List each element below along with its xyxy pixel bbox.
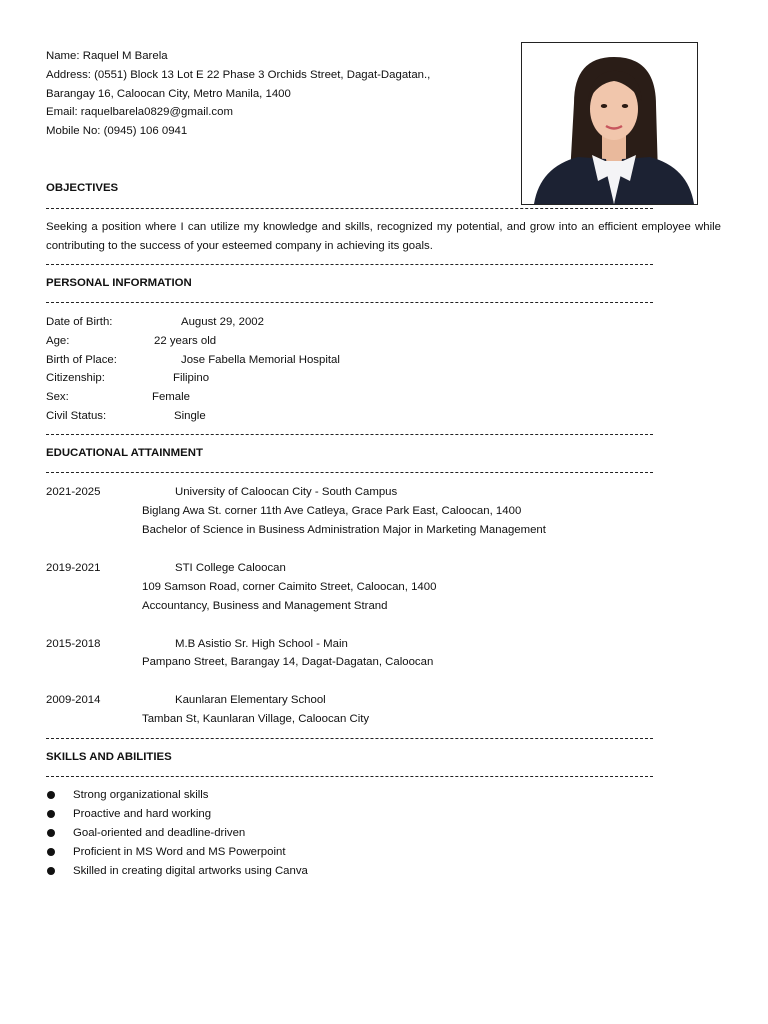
objectives-text: Seeking a position where I can utilize my knowledge and skills, recognized my potential, and grow into an efficient employee while contributing to the success of your esteemed company in achieving its goals. <box>46 221 721 252</box>
section-divider <box>46 302 653 303</box>
skill-item: Skilled in creating digital artworks using Canva <box>73 865 308 877</box>
education-years: 2015-2018 <box>46 638 101 650</box>
education-program: Bachelor of Science in Business Administration Major in Marketing Management <box>142 524 546 536</box>
civil-status-value: Single <box>174 410 206 422</box>
bullet-icon <box>47 867 55 875</box>
personal-heading: PERSONAL INFORMATION <box>46 277 192 289</box>
skill-item: Proficient in MS Word and MS Powerpoint <box>73 846 286 858</box>
education-school: University of Caloocan City - South Campus <box>175 486 398 498</box>
education-years: 2019-2021 <box>46 562 101 574</box>
contact-name: Name: Raquel M Barela <box>46 50 168 62</box>
section-divider <box>46 738 653 739</box>
birthplace-label: Birth of Place: <box>46 354 117 366</box>
bullet-icon <box>47 810 55 818</box>
portrait-image <box>522 43 697 204</box>
skills-heading: SKILLS AND ABILITIES <box>46 751 172 763</box>
skill-item: Proactive and hard working <box>73 808 212 820</box>
education-years: 2021-2025 <box>46 486 101 498</box>
education-school: Kaunlaran Elementary School <box>175 694 326 706</box>
bullet-icon <box>47 848 55 856</box>
bullet-icon <box>47 829 55 837</box>
education-program: Accountancy, Business and Management Strand <box>142 600 388 612</box>
education-address: 109 Samson Road, corner Caimito Street, Caloocan, 1400 <box>142 581 437 593</box>
section-divider <box>46 472 653 473</box>
section-divider <box>46 776 653 777</box>
sex-label: Sex: <box>46 391 69 403</box>
education-address: Biglang Awa St. corner 11th Ave Catleya, Grace Park East, Caloocan, 1400 <box>142 505 522 517</box>
education-address: Pampano Street, Barangay 14, Dagat-Dagatan, Caloocan <box>142 656 434 668</box>
bullet-icon <box>47 791 55 799</box>
skill-item: Strong organizational skills <box>73 789 209 801</box>
profile-photo <box>521 42 698 205</box>
age-value: 22 years old <box>154 335 217 347</box>
birthplace-value: Jose Fabella Memorial Hospital <box>181 354 340 366</box>
section-divider <box>46 208 653 209</box>
contact-address-line2: Barangay 16, Caloocan City, Metro Manila, 1400 <box>46 88 291 100</box>
sex-value: Female <box>152 391 190 403</box>
section-divider <box>46 434 653 435</box>
education-years: 2009-2014 <box>46 694 101 706</box>
education-school: M.B Asistio Sr. High School - Main <box>175 638 348 650</box>
education-school: STI College Caloocan <box>175 562 286 574</box>
section-divider <box>46 264 653 265</box>
education-address: Tamban St, Kaunlaran Village, Caloocan City <box>142 713 370 725</box>
citizenship-label: Citizenship: <box>46 372 105 384</box>
contact-address-line1: Address: (0551) Block 13 Lot E 22 Phase 3 Orchids Street, Dagat-Dagatan., <box>46 69 431 81</box>
dob-label: Date of Birth: <box>46 316 113 328</box>
contact-email: Email: raquelbarela0829@gmail.com <box>46 106 233 118</box>
citizenship-value: Filipino <box>173 372 210 384</box>
objectives-heading: OBJECTIVES <box>46 182 119 194</box>
skill-item: Goal-oriented and deadline-driven <box>73 827 246 839</box>
age-label: Age: <box>46 335 70 347</box>
education-heading: EDUCATIONAL ATTAINMENT <box>46 447 203 459</box>
contact-mobile: Mobile No: (0945) 106 0941 <box>46 125 188 137</box>
dob-value: August 29, 2002 <box>181 316 264 328</box>
civil-status-label: Civil Status: <box>46 410 107 422</box>
